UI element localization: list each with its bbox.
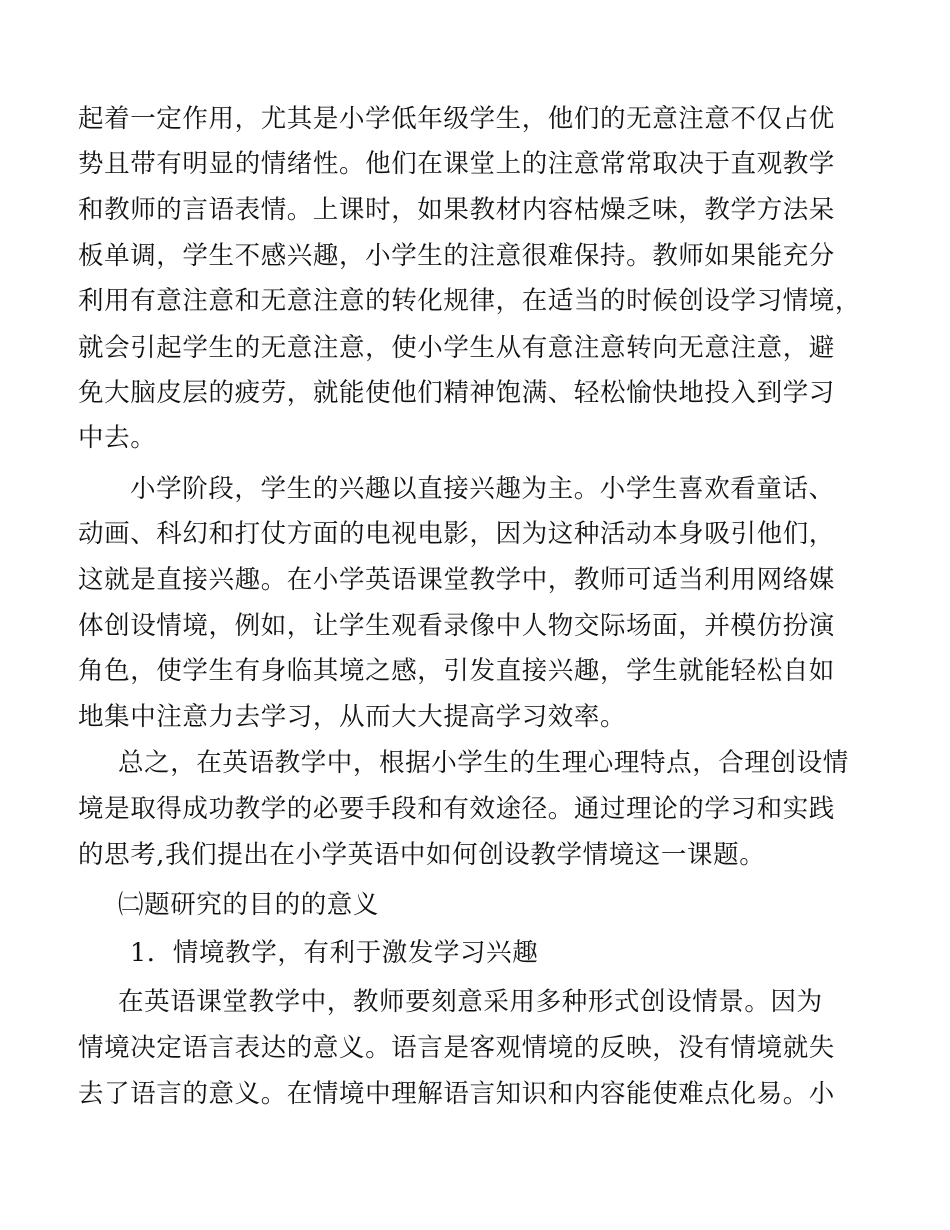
text-line: 在英语课堂教学中，教师要刻意采用多种形式创设情景。因为	[118, 987, 823, 1017]
text-line: 境是取得成功教学的必要手段和有效途径。通过理论的学习和实践	[78, 794, 835, 824]
text-line: 和教师的言语表情。上课时，如果教材内容枯燥乏味，教学方法呆	[78, 195, 835, 225]
text-line: 角色，使学生有身临其境之感，引发直接兴趣，学生就能轻松自如	[78, 656, 835, 686]
text-line: 情境决定语言表达的意义。语言是客观情境的反映，没有情境就失	[78, 1033, 835, 1063]
text-line: 小学阶段，学生的兴趣以直接兴趣为主。小学生喜欢看童话、	[130, 474, 835, 504]
text-line: 的思考,我们提出在小学英语中如何创设教学情境这一课题。	[78, 840, 766, 870]
text-line: 势且带有明显的情绪性。他们在课堂上的注意常常取决于直观教学	[78, 149, 835, 179]
text-line: 地集中注意力去学习，从而大大提高学习效率。	[78, 702, 627, 732]
text-line: 免大脑皮层的疲劳，就能使他们精神饱满、轻松愉快地投入到学习	[78, 378, 835, 408]
section-heading: ㈡题研究的目的的意义	[118, 890, 380, 920]
text-line: 就会引起学生的无意注意，使小学生从有意注意转向无意注意，避	[78, 333, 835, 363]
text-line: 利用有意注意和无意注意的转化规律，在适当的时候创设学习情境，	[78, 286, 862, 316]
text-line: 动画、科幻和打仗方面的电视电影，因为这种活动本身吸引他们，	[78, 519, 835, 549]
text-line: 板单调，学生不感兴趣，小学生的注意很难保持。教师如果能充分	[78, 241, 835, 271]
text-line: 总之，在英语教学中，根据小学生的生理心理特点，合理创设情	[118, 748, 849, 778]
text-line: 体创设情境，例如，让学生观看录像中人物交际场面，并模仿扮演	[78, 611, 835, 641]
text-line: 这就是直接兴趣。在小学英语课堂教学中，教师可适当利用网络媒	[78, 565, 835, 595]
text-line: 中去。	[78, 423, 157, 453]
text-line: 去了语言的意义。在情境中理解语言知识和内容能使难点化易。小	[78, 1079, 835, 1109]
text-line: 起着一定作用，尤其是小学低年级学生，他们的无意注意不仅占优	[78, 104, 835, 134]
subsection-heading: 1．情境教学，有利于激发学习兴趣	[130, 938, 539, 968]
